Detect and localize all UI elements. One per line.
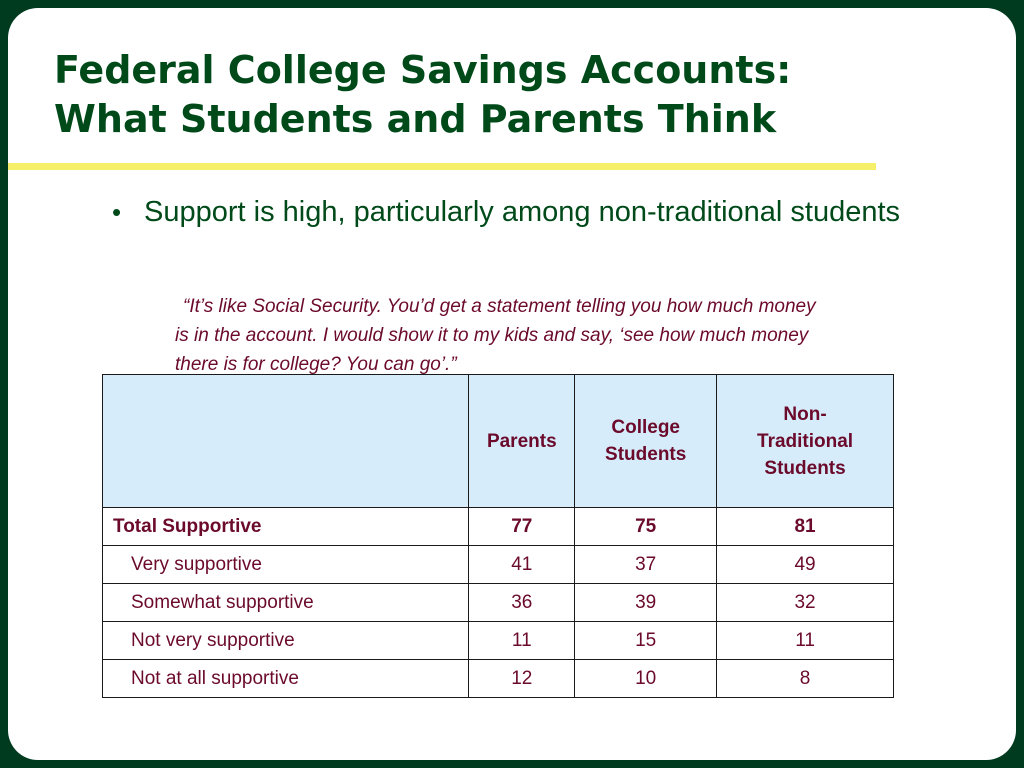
quote-line-2: is in the account. I would show it to my kids and say, ‘see how much money [175, 325, 809, 346]
slide [8, 8, 1016, 760]
cell-non-traditional: 49 [717, 546, 894, 584]
cell-parents: 11 [469, 622, 575, 660]
cell-parents: 77 [469, 508, 575, 546]
table-row [103, 508, 894, 546]
cell-college-students: 75 [575, 508, 717, 546]
row-label: Not at all supportive [103, 660, 469, 698]
table-row [103, 660, 894, 698]
header-non-traditional-text: Non-Traditional Students [757, 403, 854, 479]
header-non-traditional-students [717, 375, 894, 508]
cell-college-students: 39 [575, 584, 717, 622]
cell-college-students: 10 [575, 660, 717, 698]
cell-non-traditional: 11 [717, 622, 894, 660]
row-label: Very supportive [103, 546, 469, 584]
table-row [103, 622, 894, 660]
table-header-row [103, 375, 894, 508]
bullet-dot-icon: • [112, 197, 122, 227]
title-line-2: What Students and Parents Think [54, 97, 777, 141]
bullet-text: Support is high, particularly among non-traditional students [144, 196, 901, 228]
cell-college-students: 37 [575, 546, 717, 584]
support-table [102, 374, 894, 698]
table-row [103, 546, 894, 584]
row-label: Total Supportive [103, 508, 469, 546]
title-underline [8, 163, 876, 170]
header-blank [103, 375, 469, 508]
header-parents: Parents [469, 375, 575, 508]
quote-line-3: there is for college? You can go’.” [175, 354, 457, 375]
quote-line-1: “It’s like Social Security. You’d get a statement telling you how much money [183, 296, 816, 317]
header-college-students-text: College Students [605, 417, 687, 465]
table-row [103, 584, 894, 622]
row-label: Somewhat supportive [103, 584, 469, 622]
page-title [54, 46, 954, 144]
bullet-point [112, 194, 932, 230]
cell-non-traditional: 8 [717, 660, 894, 698]
row-label: Not very supportive [103, 622, 469, 660]
cell-non-traditional: 32 [717, 584, 894, 622]
cell-parents: 12 [469, 660, 575, 698]
cell-parents: 41 [469, 546, 575, 584]
title-line-1: Federal College Savings Accounts: [54, 48, 792, 92]
header-college-students [575, 375, 717, 508]
cell-college-students: 15 [575, 622, 717, 660]
quote [175, 292, 965, 379]
cell-non-traditional: 81 [717, 508, 894, 546]
cell-parents: 36 [469, 584, 575, 622]
